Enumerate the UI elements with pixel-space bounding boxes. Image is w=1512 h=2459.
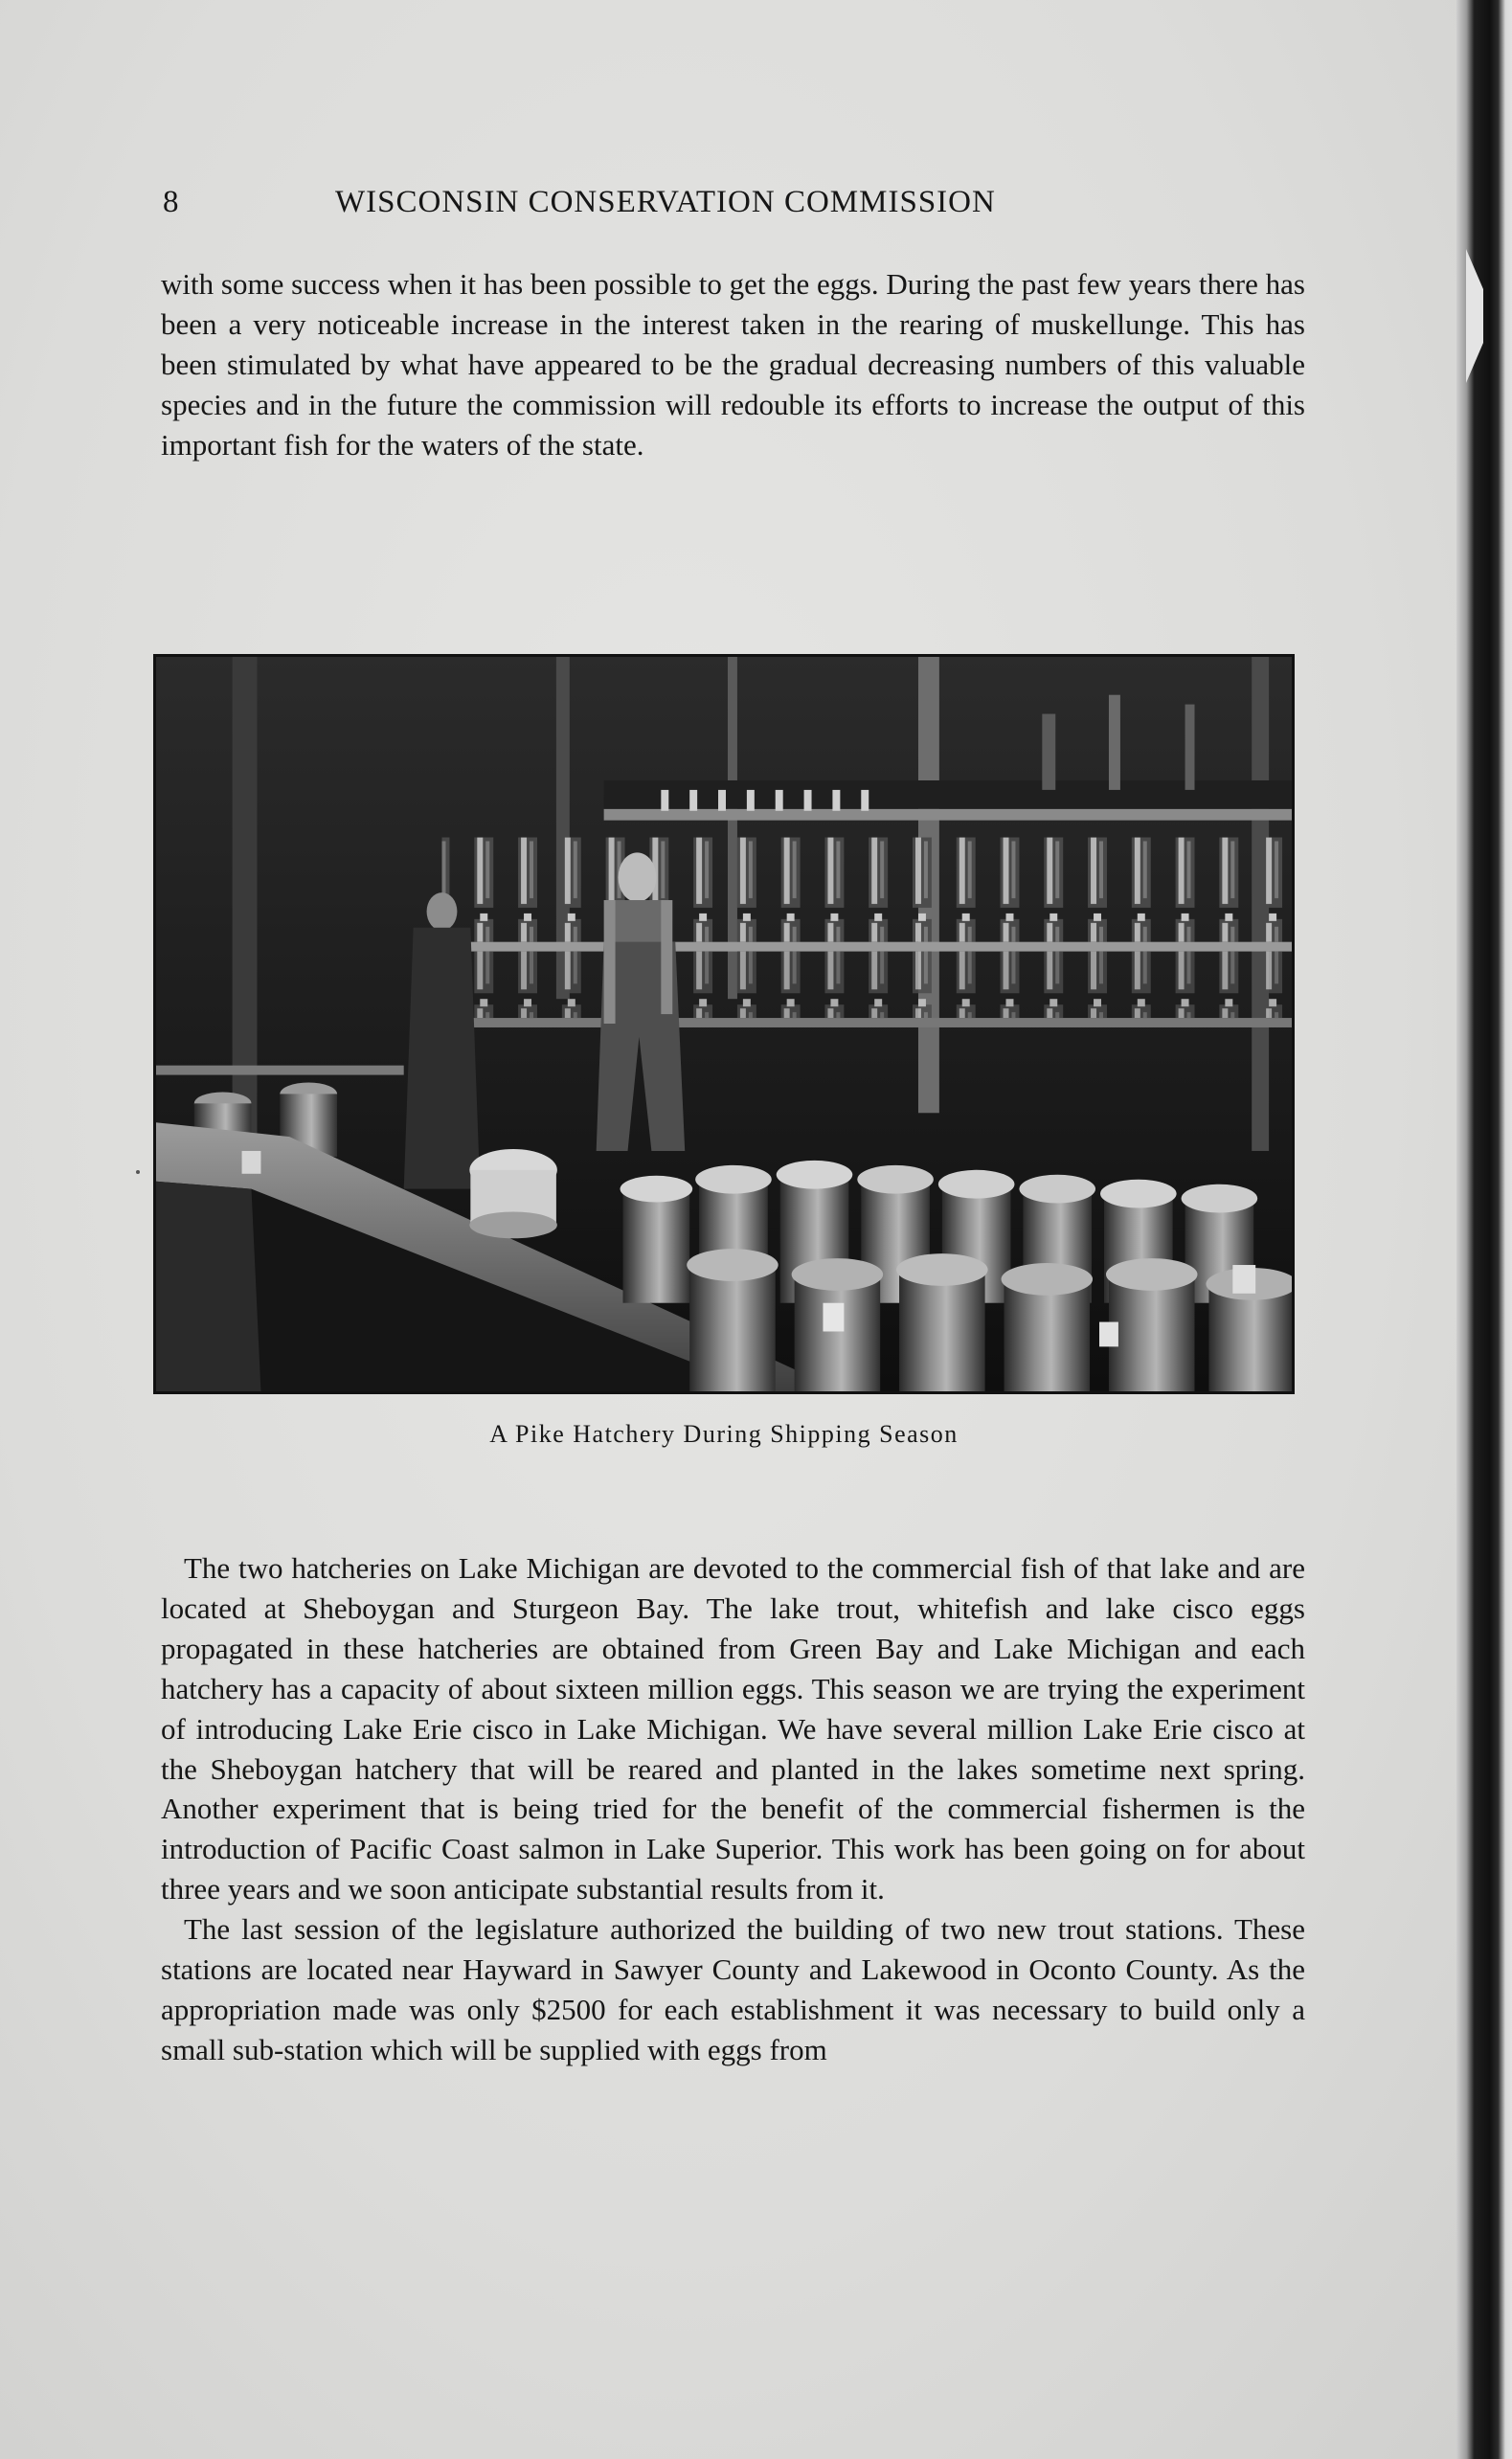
page-header <box>163 185 1312 233</box>
hatchery-photo-illustration <box>156 657 1292 1391</box>
book-binding-edge <box>1456 0 1512 2459</box>
continued-paragraph-block <box>161 264 1305 465</box>
paragraph-new-trout-stations: The last session of the legislature authorized the building of two new trout stations. These stations are located near Hayward in Sawyer County and Lakewood in Oconto County. As the appropriation made was only $2500 for each establishment it was necessary to build only a small sub-station which will be supplied with eggs from <box>161 1912 1305 2066</box>
running-head: WISCONSIN CONSERVATION COMMISSION <box>335 185 996 219</box>
photo-caption: A Pike Hatchery During Shipping Season <box>489 1420 959 1448</box>
page-number: 8 <box>163 185 180 219</box>
continued-paragraph: with some success when it has been possible to get the eggs. During the past few years there has been a very noticeable increase in the interest taken in the rearing of muskellunge. This has been stimulated by what have appeared to be the gradual decreasing numbers of this valuable species and in the future the commission will redouble its efforts to increase the output of this important fish for the waters of the state. <box>161 267 1305 462</box>
body-text-block <box>161 1548 1305 2070</box>
hatchery-photograph <box>153 654 1295 1394</box>
paper-speck <box>136 1170 140 1174</box>
paragraph-lake-michigan-hatcheries: The two hatcheries on Lake Michigan are devoted to the commercial fish of that lake and are located at Sheboygan and Sturgeon Bay. The lake trout, whitefish and lake cisco eggs propagated in these hatcheries are obtained from Green Bay and Lake Michigan and each hatchery has a capacity of about sixteen million eggs. This season we are trying the experiment of introducing Lake Erie cisco in Lake Michigan. We have several million Lake Erie cisco at the Sheboygan hatchery that will be reared and planted in the lakes sometime next spring. Another experiment that is being tried for the benefit of the commercial fishermen is the introduction of Pacific Coast salmon in Lake Superior. This work has been going on for about three years and we soon anticipate substantial results from it. <box>161 1551 1305 1906</box>
